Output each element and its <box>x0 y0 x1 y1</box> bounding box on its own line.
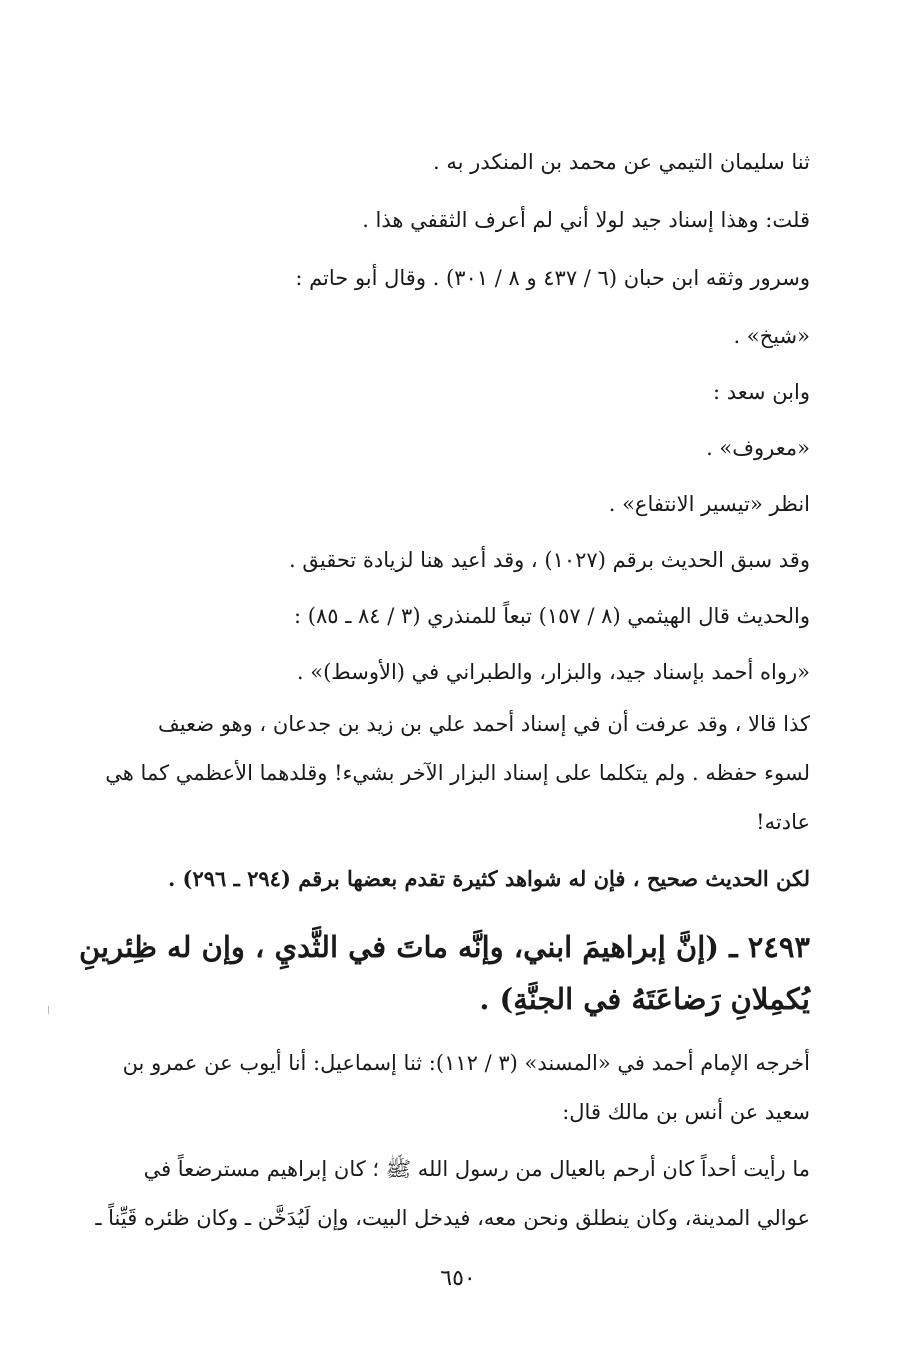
margin-mark <box>48 1006 49 1014</box>
takhrij-paragraph <box>58 1039 810 1137</box>
page-body <box>58 138 810 1243</box>
text-line: وابن سعد : <box>713 380 810 404</box>
hadith-entry-line: ٢٤٩٣ ـ (إنَّ إبراهيمَ ابني، وإنَّه ماتَ في الثَّديِ ، وإن له ظِئرينِ <box>78 930 810 964</box>
page-number: ٦٥٠ <box>440 1266 476 1291</box>
text-line: ما رأيت أحداً كان أرحم بالعيال من رسول الله ﷺ ؛ كان إبراهيم مسترضعاً في <box>143 1157 810 1181</box>
text-line: «رواه أحمد بإسناد جيد، والبزار، والطبراني في (الأوسط)» . <box>296 660 810 684</box>
text-line: سعيد عن أنس بن مالك قال: <box>562 1100 810 1124</box>
hadith-entry <box>58 921 810 1025</box>
commentary-paragraph <box>58 700 810 847</box>
text-line: ثنا سليمان التيمي عن محمد بن المنكدر به . <box>433 150 810 174</box>
narration-paragraph <box>58 1145 810 1243</box>
text-line: انظر «تيسير الانتفاع» . <box>608 492 810 516</box>
text-line: وسرور وثقه ابن حبان (٦ / ٤٣٧ و ٨ / ٣٠١) . وقال أبو حاتم : <box>295 266 810 290</box>
text-line: أخرجه الإمام أحمد في «المسند» (٣ / ١١٢): ثنا إسماعيل: أنا أيوب عن عمرو بن <box>122 1051 810 1075</box>
text-line: قلت: وهذا إسناد جيد لولا أني لم أعرف الثقفي هذا . <box>362 208 810 232</box>
text-line: عوالي المدينة، وكان ينطلق ونحن معه، فيدخل البيت، وإن لَيُدَخَّن ـ وكان ظئره قَيِّناً ـ <box>95 1206 810 1230</box>
text-line: «معروف» . <box>706 436 810 460</box>
text-line: لسوء حفظه . ولم يتكلما على إسناد البزار الآخر بشيء! وقلدهما الأعظمي كما هي <box>105 761 810 785</box>
text-line: عادته! <box>756 810 810 834</box>
hadith-entry-line: يُكمِلانِ رَضاعَتَهُ في الجنَّةِ) . <box>479 982 810 1016</box>
text-line: وقد سبق الحديث برقم (١٠٢٧) ، وقد أعيد هنا لزيادة تحقيق . <box>289 548 810 572</box>
conclusion-line: لكن الحديث صحيح ، فإن له شواهد كثيرة تقدم بعضها برقم (٢٩٤ ـ ٢٩٦) . <box>167 866 810 891</box>
text-line: كذا قالا ، وقد عرفت أن في إسناد أحمد علي بن زيد بن جدعان ، وهو ضعيف <box>157 712 810 736</box>
text-line: «شيخ» . <box>733 324 810 348</box>
text-line: والحديث قال الهيثمي (٨ / ١٥٧) تبعاً للمنذري (٣ / ٨٤ ـ ٨٥) : <box>294 604 810 628</box>
